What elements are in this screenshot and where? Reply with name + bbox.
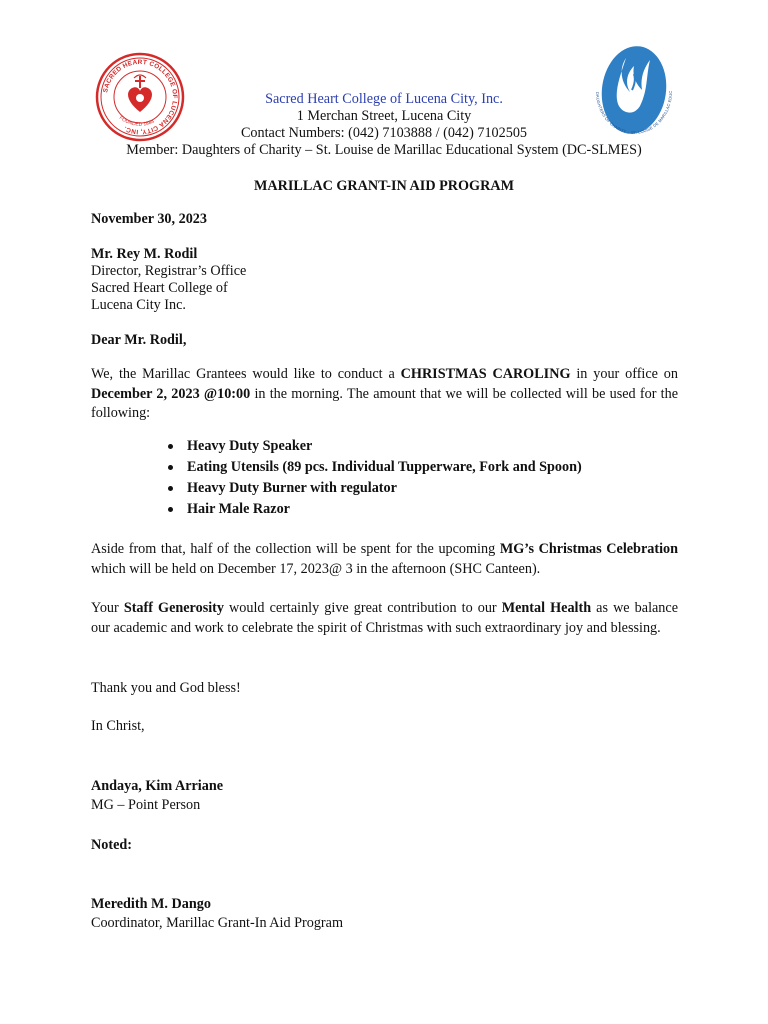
seal-ring-text: SACRED HEART COLLEGE OF LUCENA CITY, INC.: [102, 58, 179, 136]
salutation: Dear Mr. Rodil,: [91, 332, 187, 348]
celebration-paragraph: Aside from that, half of the collection will be spent for the upcoming MG’s Christmas Celebration which will be held on December 17, 2023@ 3 in the afternoon (SHC Canteen).: [91, 541, 678, 577]
items-list: [168, 436, 582, 520]
recipient-org-line2: Lucena City Inc.: [91, 297, 186, 313]
recipient-name: Mr. Rey M. Rodil: [91, 246, 198, 262]
list-item: Eating Utensils (89 pcs. Individual Tupperware, Fork and Spoon): [168, 457, 582, 478]
org-contact-numbers: Contact Numbers: (042) 7103888 / (042) 7102505: [240, 125, 528, 141]
program-title: MARILLAC GRANT-IN AID PROGRAM: [254, 178, 514, 194]
org-address: 1 Merchan Street, Lucena City: [296, 108, 472, 124]
letter-date: November 30, 2023: [91, 211, 207, 227]
recipient-org-line1: Sacred Heart College of: [91, 280, 228, 296]
closing-line: In Christ,: [91, 718, 145, 734]
generosity-paragraph: Your Staff Generosity would certainly give great contribution to our Mental Health as we balance our academic and work to celebrate the spirit of Christmas with such extraordinary joy and blessing.: [91, 600, 678, 636]
bullet-icon: [168, 507, 173, 512]
list-item: Hair Male Razor: [168, 499, 582, 520]
emblem-ring-text: DAUGHTERS OF CHARITY – ST. LOUISE DE MARILLAC EDUC: [594, 90, 674, 136]
list-item: Heavy Duty Burner with regulator: [168, 478, 582, 499]
event-name: CHRISTMAS CAROLING: [400, 366, 571, 382]
noter-name: Meredith M. Dango: [91, 896, 211, 912]
org-name: Sacred Heart College of Lucena City, Inc.: [265, 91, 503, 107]
request-paragraph: We, the Marillac Grantees would like to conduct a CHRISTMAS CAROLING in your office on December 2, 2023 @10:00 in the morning. The amount that we will be collected will be used for the following:: [91, 366, 678, 421]
noted-label: Noted:: [91, 837, 132, 853]
bullet-icon: [168, 486, 173, 491]
bullet-icon: [168, 444, 173, 449]
signatory-role: MG – Point Person: [91, 797, 201, 813]
recipient-title: Director, Registrar’s Office: [91, 263, 247, 279]
list-item: Heavy Duty Speaker: [168, 436, 582, 457]
org-membership: Member: Daughters of Charity – St. Louise de Marillac Educational System (DC-SLMES): [126, 142, 642, 158]
signatory-name: Andaya, Kim Arriane: [91, 778, 224, 794]
event-date: December 2, 2023 @10:00: [91, 385, 251, 402]
noter-role: Coordinator, Marillac Grant-In Aid Program: [91, 915, 343, 931]
seal-founded-text: FOUNDED 1884: [117, 115, 156, 128]
thanks-line: Thank you and God bless!: [91, 680, 241, 696]
bullet-icon: [168, 465, 173, 470]
